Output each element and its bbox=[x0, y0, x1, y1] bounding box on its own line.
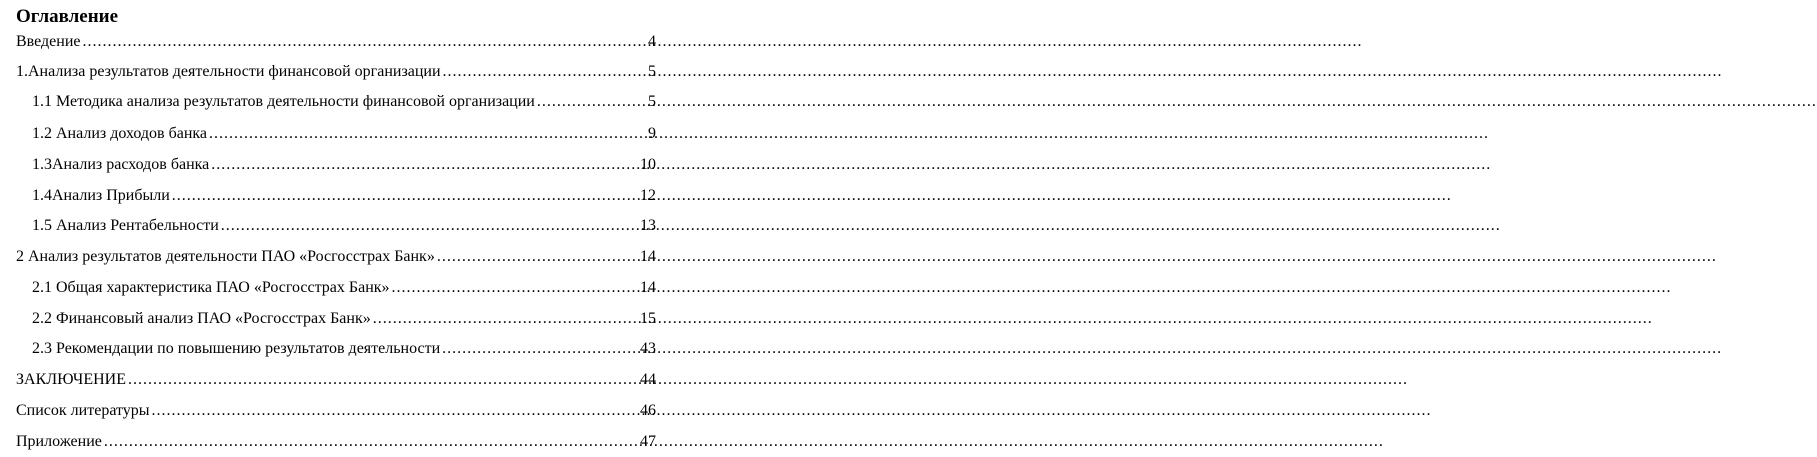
toc-entry-page: 43 bbox=[640, 340, 656, 357]
toc-entry-introduction[interactable] bbox=[16, 30, 656, 54]
toc-entry-label: 2.3 Рекомендации по повышению результатов деятельности bbox=[32, 340, 441, 357]
toc-entry-page: 10 bbox=[640, 156, 656, 173]
toc-entry-page: 5 bbox=[648, 63, 656, 80]
toc-entry-page: 47 bbox=[640, 433, 656, 450]
toc-leader-dots bbox=[152, 399, 637, 423]
toc-entry-label: Приложение bbox=[16, 433, 102, 450]
toc-entry-label: Список литературы bbox=[16, 402, 150, 419]
toc-leader-dots bbox=[443, 60, 645, 84]
toc-entry-page: 4 bbox=[648, 33, 656, 50]
toc-entry-page: 46 bbox=[640, 402, 656, 419]
toc-entry-chapter-2[interactable] bbox=[16, 245, 656, 269]
toc-entry-page: 12 bbox=[640, 187, 656, 204]
toc-entry-label: 1.2 Анализ доходов банка bbox=[32, 125, 208, 142]
toc-entry-section-1-1[interactable] bbox=[32, 90, 656, 114]
toc-entry-section-1-5[interactable] bbox=[32, 214, 656, 238]
toc-entry-label: ЗАКЛЮЧЕНИЕ bbox=[16, 371, 126, 388]
toc-entry-page: 15 bbox=[640, 310, 656, 327]
toc-leader-dots bbox=[442, 337, 637, 361]
toc-entry-page: 13 bbox=[640, 217, 656, 234]
toc-entry-appendix[interactable] bbox=[16, 430, 656, 454]
toc-entry-page: 44 bbox=[640, 371, 656, 388]
toc-entry-label: 2.2 Финансовый анализ ПАО «Росгосстрах Банк» bbox=[32, 310, 371, 327]
toc-entry-page: 5 bbox=[648, 93, 656, 110]
toc-leader-dots bbox=[104, 430, 637, 454]
toc-leader-dots bbox=[437, 245, 637, 269]
toc-entry-section-2-3[interactable] bbox=[32, 337, 656, 361]
toc-entry-section-1-3[interactable] bbox=[32, 153, 656, 177]
toc-entry-page: 9 bbox=[648, 125, 656, 142]
toc-entry-label: Анализа результатов деятельности финансовой организации bbox=[28, 63, 441, 80]
document-page bbox=[0, 0, 666, 457]
toc-entry-number: 1.3 bbox=[32, 156, 52, 173]
toc-title: Оглавление bbox=[16, 6, 119, 27]
toc-entry-number: 1.4 bbox=[32, 187, 52, 204]
toc-entry-number: 1. bbox=[16, 63, 28, 80]
toc-leader-dots bbox=[392, 276, 637, 300]
toc-leader-dots bbox=[221, 214, 637, 238]
toc-entry-label: Введение bbox=[16, 33, 81, 50]
toc-entry-page: 14 bbox=[640, 248, 656, 265]
toc-leader-dots bbox=[128, 368, 637, 392]
toc-entry-section-2-1[interactable] bbox=[32, 276, 656, 300]
toc-entry-section-2-2[interactable] bbox=[32, 307, 656, 331]
toc-entry-label: 2.1 Общая характеристика ПАО «Росгосстрах Банк» bbox=[32, 279, 390, 296]
toc-entry-references[interactable] bbox=[16, 399, 656, 423]
toc-leader-dots bbox=[211, 153, 637, 177]
toc-leader-dots bbox=[209, 122, 645, 146]
toc-entry-chapter-1[interactable] bbox=[16, 60, 656, 84]
toc-leader-dots bbox=[172, 184, 637, 208]
toc-entry-label: 1.5 Анализ Рентабельности bbox=[32, 217, 219, 234]
toc-entry-label: Анализ расходов банка bbox=[52, 156, 210, 173]
toc-leader-dots bbox=[537, 90, 645, 114]
toc-entry-label: 1.1 Методика анализа результатов деятельности финансовой организации bbox=[32, 93, 535, 110]
toc-entry-page: 14 bbox=[640, 279, 656, 296]
toc-entry-section-1-2[interactable] bbox=[32, 122, 656, 146]
toc-entry-section-1-4[interactable] bbox=[32, 184, 656, 208]
toc-entry-label: Анализ Прибыли bbox=[52, 187, 170, 204]
toc-leader-dots bbox=[373, 307, 637, 331]
toc-leader-dots bbox=[83, 30, 646, 54]
toc-entry-label: 2 Анализ результатов деятельности ПАО «Росгосстрах Банк» bbox=[16, 248, 435, 265]
toc-entry-conclusion[interactable] bbox=[16, 368, 656, 392]
